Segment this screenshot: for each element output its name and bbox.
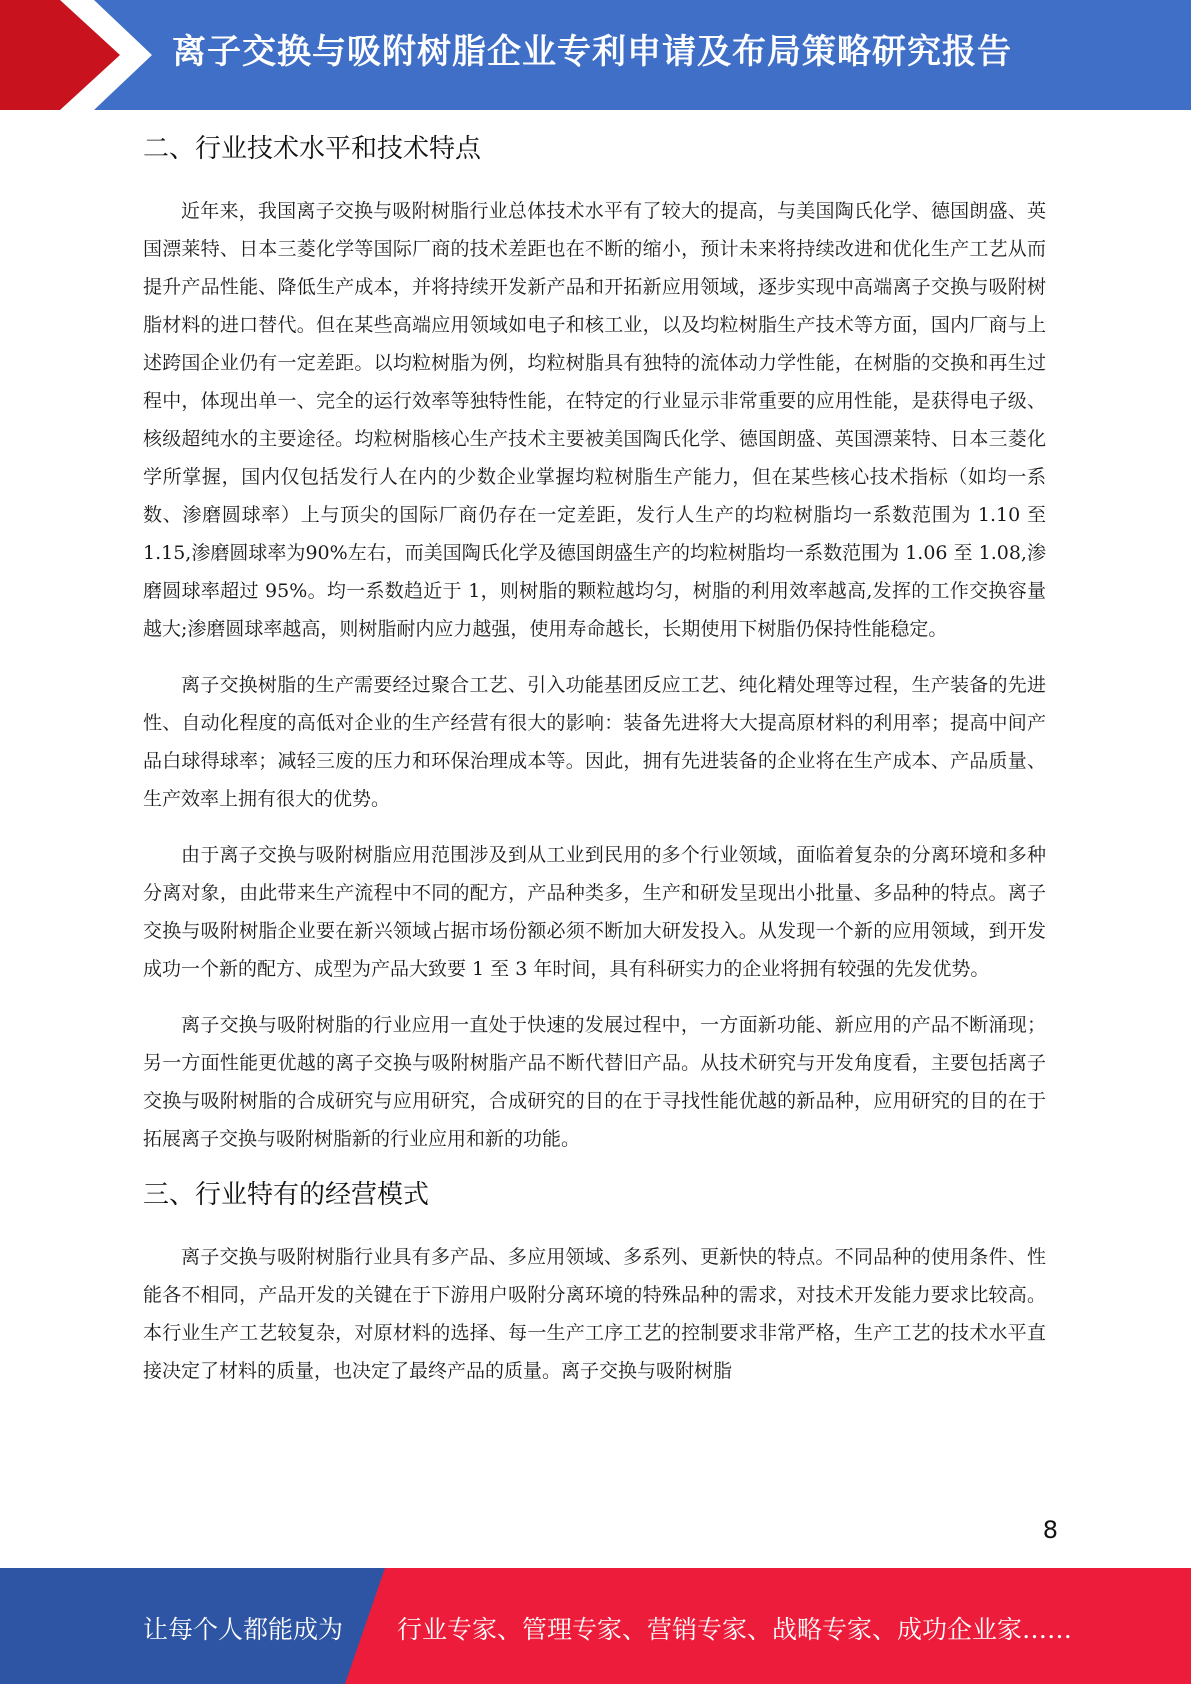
report-title: 离子交换与吸附树脂企业专利申请及布局策略研究报告 xyxy=(172,32,1012,72)
paragraph-tech-level-1: 近年来，我国离子交换与吸附树脂行业总体技术水平有了较大的提高，与美国陶氏化学、德国朗盛、英国漂莱特、日本三菱化学等国际厂商的技术差距也在不断的缩小，预计未来将持续改进和优化生产工艺从而提升产品性能、降低生产成本，并将持续开发新产品和开拓新应用领域，逐步实现中高端离子交换与吸附树脂材料的进口替代。但在某些高端应用领域如电子和核工业，以及均粒树脂生产技术等方面，国内厂商与上述跨国企业仍有一定差距。以均粒树脂为例，均粒树脂具有独特的流体动力学性能，在树脂的交换和再生过程中，体现出单一、完全的运行效率等独特性能，在特定的行业显示非常重要的应用性能，是获得电子级、核级超纯水的主要途径。均粒树脂核心生产技术主要被美国陶氏化学、德国朗盛、英国漂莱特、日本三菱化学所掌握，国内仅包括发行人在内的少数企业掌握均粒树脂生产能力，但在某些核心技术指标（如均一系数、渗磨圆球率）上与顶尖的国际厂商仍存在一定差距，发行人生产的均粒树脂均一系数范围为 1.10 至 1.15,渗磨圆球率为90%左右，而美国陶氏化学及德国朗盛生产的均粒树脂均一系数范围为 1.06 至 1.08,渗磨圆球率超过 95%。均一系数趋近于 1，则树脂的颗粒越均匀，树脂的利用效率越高,发挥的工作交换容量越大;渗磨圆球率越高，则树脂耐内应力越强，使用寿命越长，长期使用下树脂仍保持性能稳定。 xyxy=(143,200,1046,640)
page-footer xyxy=(0,1568,1191,1684)
page-header xyxy=(0,0,1191,110)
footer-slogan-right: 行业专家、管理专家、营销专家、战略专家、成功企业家…… xyxy=(397,1615,1073,1644)
paragraph-tech-level-3: 由于离子交换与吸附树脂应用范围涉及到从工业到民用的多个行业领域，面临着复杂的分离环境和多种分离对象，由此带来生产流程中不同的配方，产品种类多，生产和研发呈现出小批量、多品种的特点。离子交换与吸附树脂企业要在新兴领域占据市场份额必须不断加大研发投入。从发现一个新的应用领域，到开发成功一个新的配方、成型为产品大致要 1 至 3 年时间，具有科研实力的企业将拥有较强的先发优势。 xyxy=(143,844,1046,980)
section-heading-business-model: 三、行业特有的经营模式 xyxy=(143,1180,430,1210)
document-body xyxy=(143,128,1046,1390)
paragraph-business-model-1: 离子交换与吸附树脂行业具有多产品、多应用领域、多系列、更新快的特点。不同品种的使用条件、性能各不相同，产品开发的关键在于下游用户吸附分离环境的特殊品种的需求，对技术开发能力要求比较高。本行业生产工艺较复杂，对原材料的选择、每一生产工序工艺的控制要求非常严格，生产工艺的技术水平直接决定了材料的质量，也决定了最终产品的质量。离子交换与吸附树脂 xyxy=(143,1246,1046,1382)
section-heading-tech-level: 二、行业技术水平和技术特点 xyxy=(143,134,482,164)
paragraph-tech-level-2: 离子交换树脂的生产需要经过聚合工艺、引入功能基团反应工艺、纯化精处理等过程，生产装备的先进性、自动化程度的高低对企业的生产经营有很大的影响：装备先进将大大提高原材料的利用率；提高中间产品白球得球率；减轻三废的压力和环保治理成本等。因此，拥有先进装备的企业将在生产成本、产品质量、生产效率上拥有很大的优势。 xyxy=(143,674,1046,810)
footer-slogan-left: 让每个人都能成为 xyxy=(143,1615,344,1644)
paragraph-tech-level-4: 离子交换与吸附树脂的行业应用一直处于快速的发展过程中，一方面新功能、新应用的产品不断涌现；另一方面性能更优越的离子交换与吸附树脂产品不断代替旧产品。从技术研究与开发角度看，主要包括离子交换与吸附树脂的合成研究与应用研究，合成研究的目的在于寻找性能优越的新品种，应用研究的目的在于拓展离子交换与吸附树脂新的行业应用和新的功能。 xyxy=(143,1014,1046,1150)
page-number: 8 xyxy=(1042,1516,1058,1544)
